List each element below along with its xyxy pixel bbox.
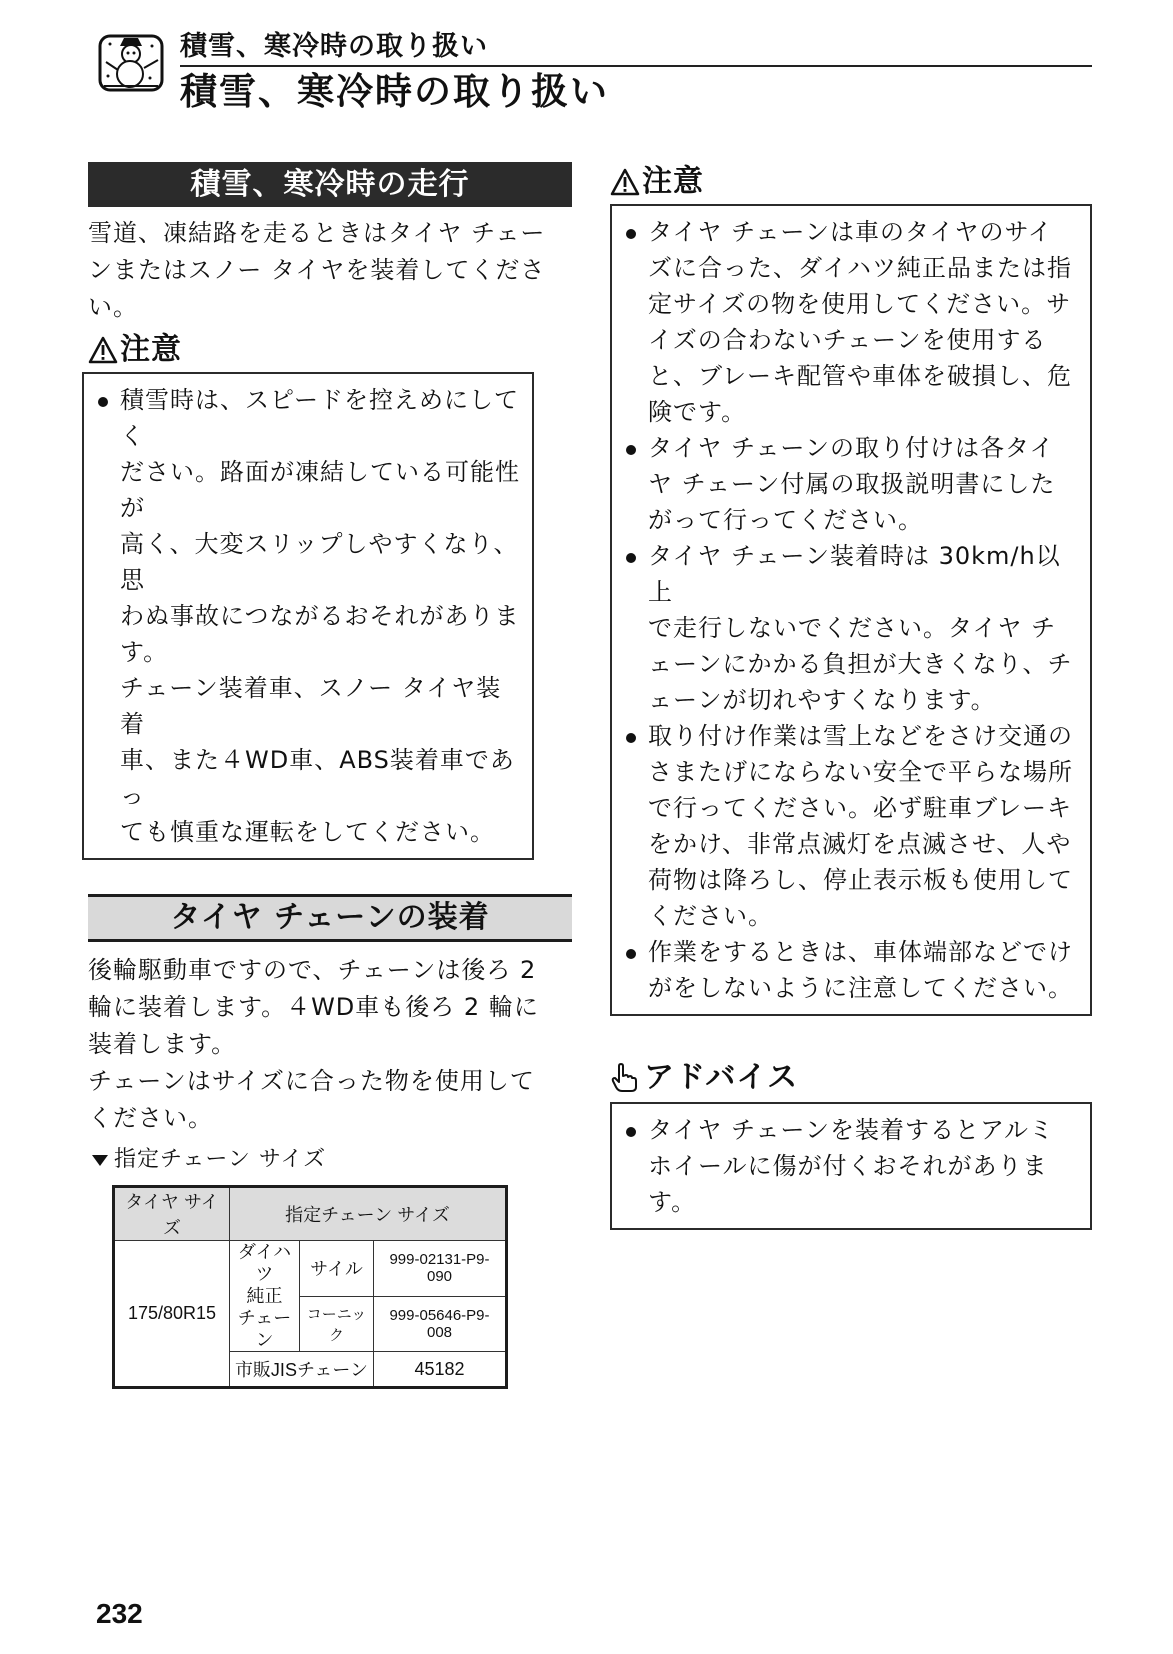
text-line: 装着します。 [88,1030,237,1058]
winter-intro [88,215,572,326]
chain-paragraph-1 [88,952,572,1063]
page-title: 積雪、寒冷時の取り扱い [180,70,609,113]
table-header-row [114,1187,507,1241]
chain-size-table [112,1185,508,1389]
header-small-title: 積雪、寒冷時の取り扱い [180,31,488,62]
jis-chain-label: 市販JISチェーン [230,1352,374,1388]
text-line: 高く、大変スリップしやすくなり、思 [120,530,519,594]
text-line: 積雪時は、スピードを控えめにしてく [120,386,520,450]
text-line: 荷物は降ろし、停止表示板も使用して [648,866,1073,894]
part-number-cell: 999-05646-P9-008 [374,1296,507,1352]
table-caption [88,1145,572,1175]
text-line: 定サイズの物を使用してください。サ [648,290,1072,318]
table-row [114,1241,507,1297]
text-line: タイヤ チェーンは車のタイヤのサイ [648,218,1053,246]
text-line: チェーン [237,1308,292,1350]
text-line: ズに合った、ダイハツ純正品または指 [648,254,1073,282]
text-line: で行ってください。必ず駐車ブレーキ [648,794,1073,822]
caution-box [82,372,534,860]
caution-title: 注意 [120,332,182,367]
text-line: ください。 [88,1104,213,1132]
text-line: ださい。路面が凍結している可能性が [120,458,520,522]
text-line: と、ブレーキ配管や車体を破損し、危 [648,362,1073,390]
text-line: 作業をするときは、車体端部などでけ [648,938,1073,966]
pointing-hand-icon [610,1063,638,1093]
caution-continuation [94,670,522,850]
caution-bullet [622,214,1080,430]
chain-paragraph-2 [88,1063,572,1137]
text-line: ても慎重な運転をしてください。 [120,818,495,846]
text-line: ェーンにかかる負担が大きくなり、チ [648,650,1073,678]
text-line: タイヤ チェーンを装着するとアルミ [648,1116,1054,1144]
text-line: さまたげにならない安全で平らな場所 [648,758,1073,786]
caution-heading [610,164,1094,200]
tire-size-cell: 175/80R15 [114,1241,230,1388]
text-line: す。 [120,638,169,666]
text-line: がをしないように注意してください。 [648,974,1073,1002]
chain-type-cell: サイル [300,1241,374,1297]
text-line: 車、また４WD車、ABS装着車であっ [120,746,515,810]
caution-box [610,204,1092,1016]
caution-bullet [622,934,1080,1006]
text-line: 輪に装着します。４WD車も後ろ 2 輪に [88,993,539,1021]
advice-title: アドバイス [644,1060,799,1095]
section-title-winter-driving: 積雪、寒冷時の走行 [88,162,572,207]
page-number: 232 [96,1598,143,1629]
text-line: す。 [648,1188,697,1216]
text-line: タイヤ チェーン装着時は 30km/h以上 [648,542,1061,606]
text-line: 後輪駆動車ですので、チェーンは後ろ 2 [88,956,537,984]
chain-type-cell: コーニック [300,1296,374,1352]
table-caption-text: 指定チェーン サイズ [114,1147,327,1172]
header-chain-size: 指定チェーン サイズ [230,1187,507,1241]
right-column [610,162,1094,1230]
text-line: ください。 [648,902,773,930]
warning-icon [610,168,640,196]
jis-chain-value: 45182 [374,1352,507,1388]
text-line: 雪道、凍結路を走るときはタイヤ チェー [88,219,546,247]
text-line: ホイールに傷が付くおそれがありま [648,1152,1048,1180]
header-tire-size: タイヤ サイズ [114,1187,230,1241]
text-line: ェーンが切れやすくなります。 [648,686,996,714]
text-line: がって行ってください。 [648,506,923,534]
text-line: 取り付け作業は雪上などをさけ交通の [648,722,1073,750]
triangle-down-icon [92,1155,108,1166]
snowman-icon [98,34,168,94]
advice-bullet [622,1112,1080,1220]
left-column [88,162,572,1389]
caution-bullet [94,382,522,670]
advice-box [610,1102,1092,1230]
text-line: で走行しないでください。タイヤ チ [648,614,1057,642]
text-line: イズの合わないチェーンを使用する [648,326,1047,354]
section-title-tire-chains: タイヤ チェーンの装着 [88,894,572,942]
text-line: をかけ、非常点滅灯を点滅させ、人や [648,830,1072,858]
text-line: い。 [88,293,138,321]
text-line: チェーン装着車、スノー タイヤ装着 [120,674,502,738]
text-line: 険です。 [648,398,747,426]
text-line: ヤ チェーン付属の取扱説明書にした [648,470,1056,498]
text-line: チェーンはサイズに合った物を使用して [88,1067,535,1095]
caution-bullet [622,430,1080,538]
caution-title: 注意 [642,164,704,199]
text-line: ンまたはスノー タイヤを装着してくださ [88,256,546,284]
advice-heading [610,1060,1094,1096]
header-divider [180,65,1092,67]
page-header [98,30,1092,113]
warning-icon [88,336,118,364]
text-line: ダイハツ [237,1242,292,1284]
text-line: わぬ事故につながるおそれがありま [120,602,520,630]
caution-heading [88,332,572,368]
caution-bullet [622,538,1080,718]
genuine-chain-label [230,1241,300,1352]
caution-bullet [622,718,1080,934]
text-line: 純正 [246,1286,283,1306]
part-number-cell: 999-02131-P9-090 [374,1241,507,1297]
text-line: タイヤ チェーンの取り付けは各タイ [648,434,1055,462]
